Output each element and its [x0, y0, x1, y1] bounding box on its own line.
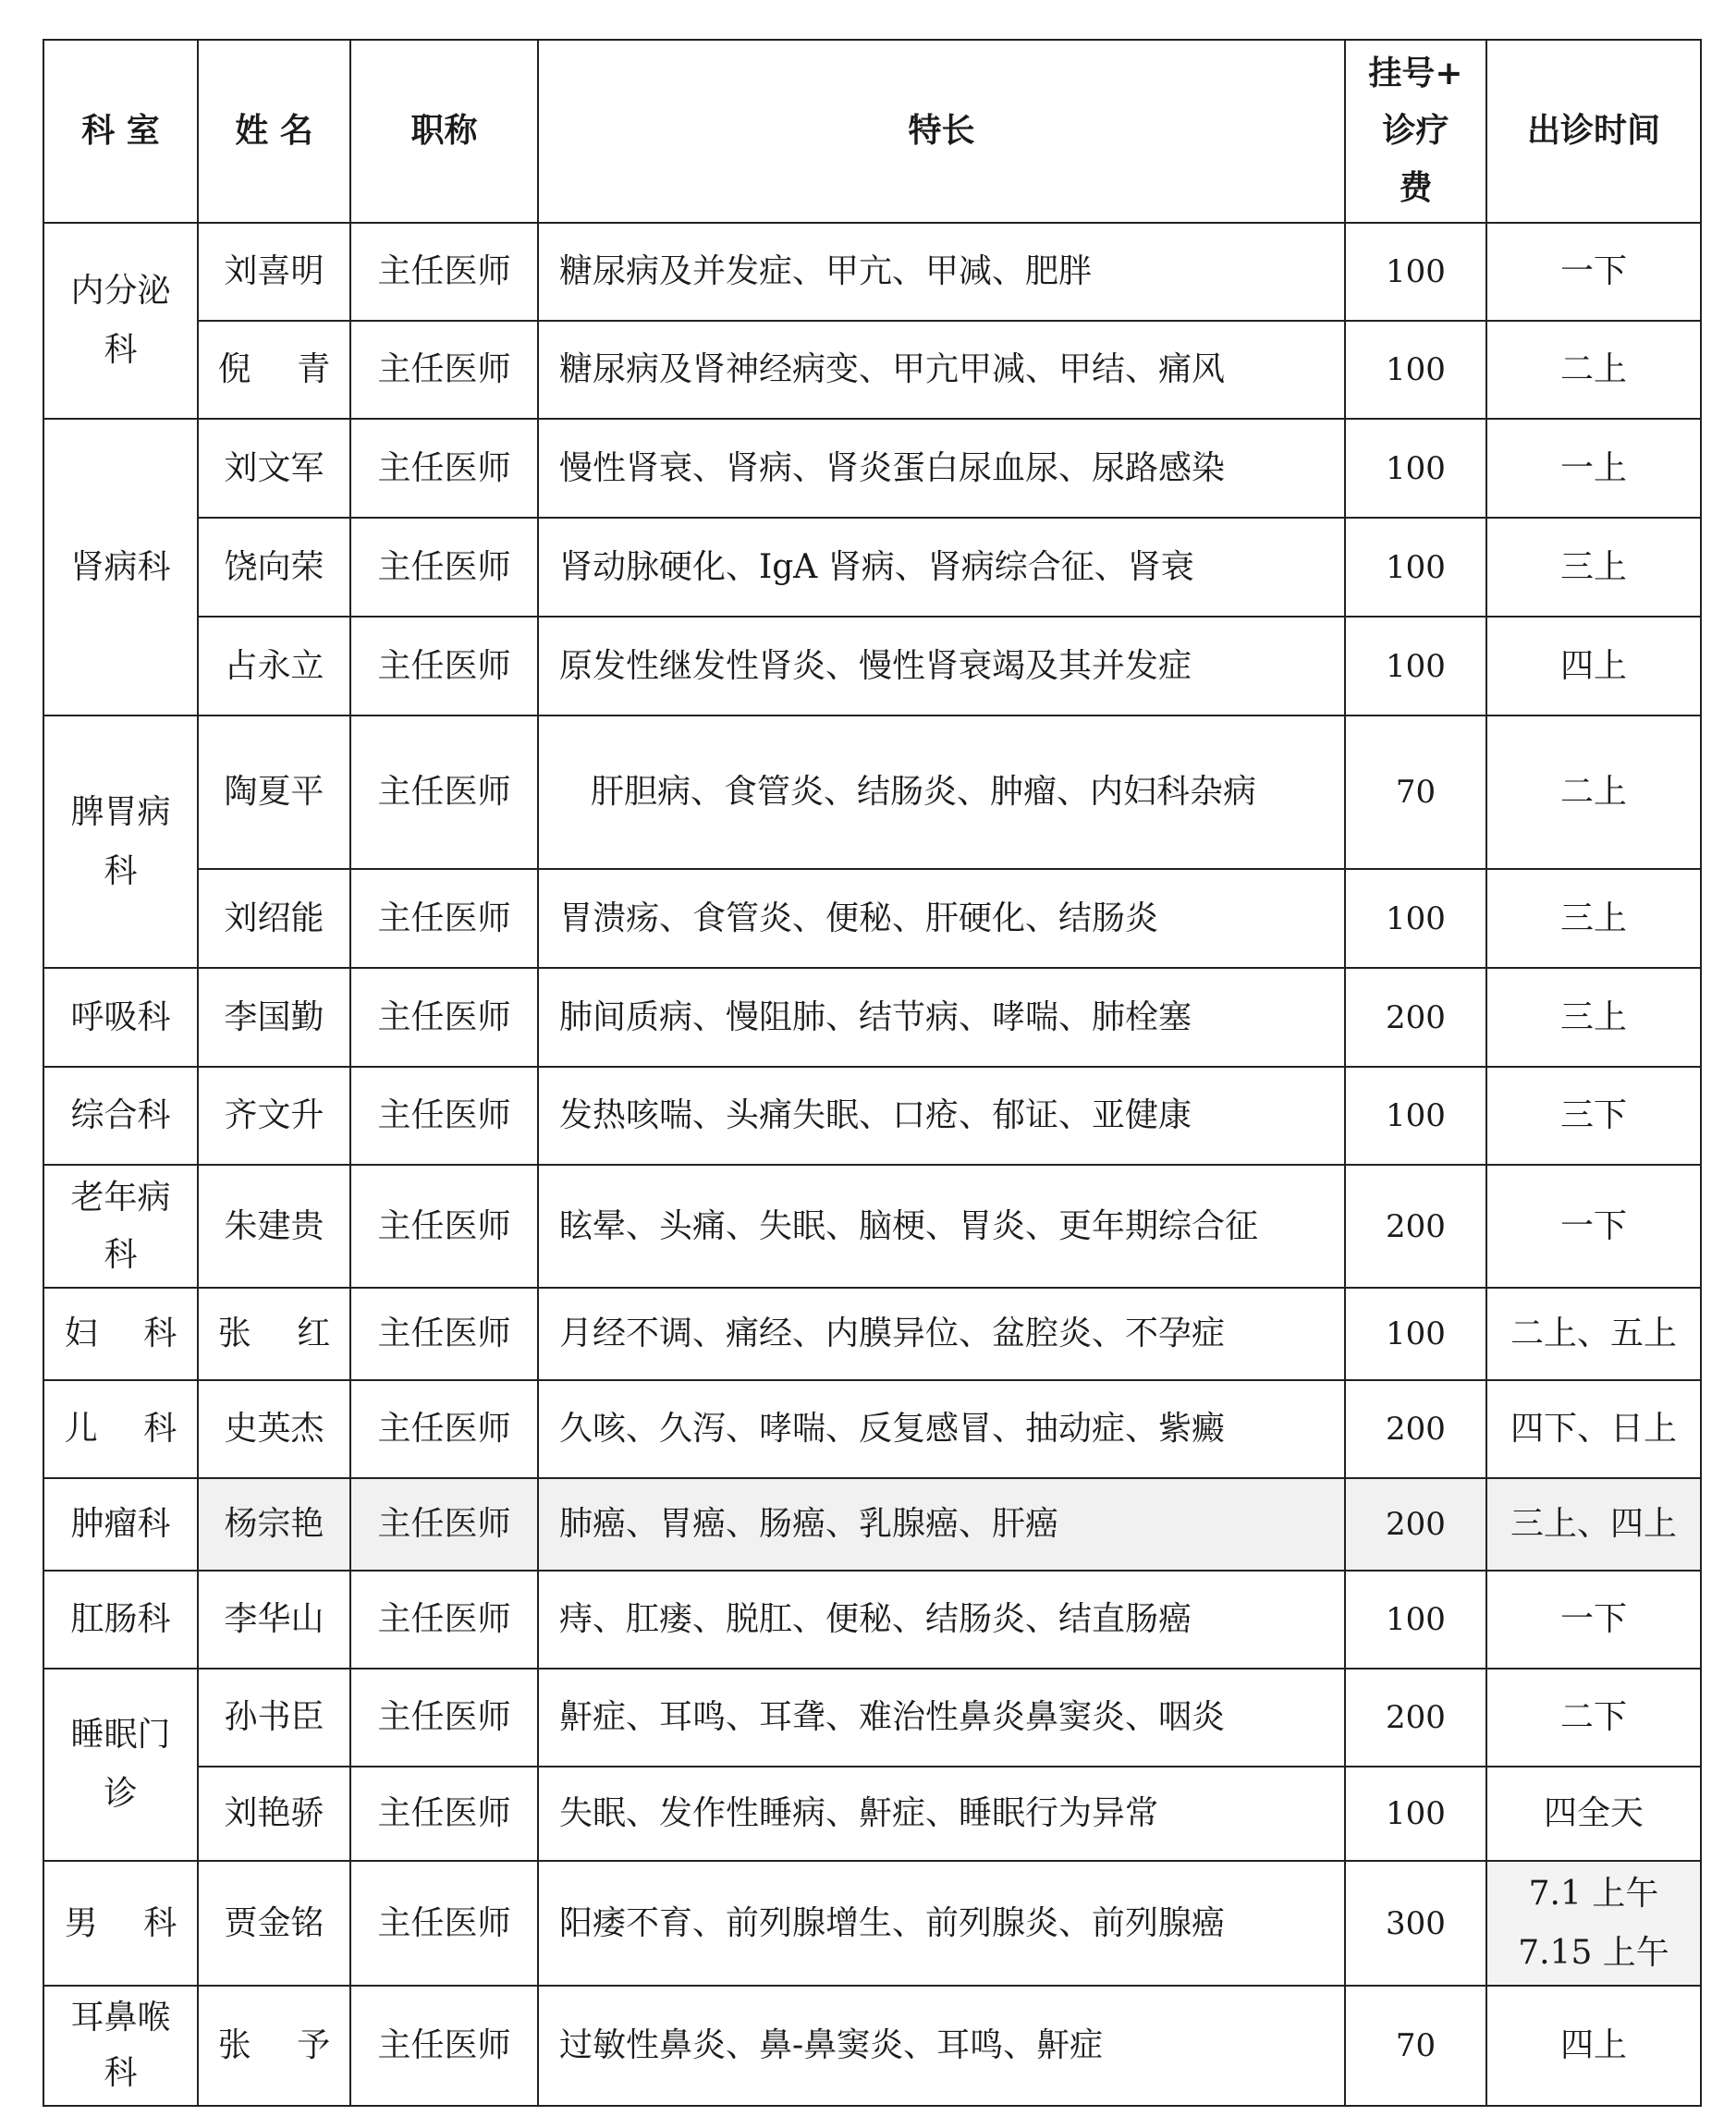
doctor-fee: 100 — [1345, 1067, 1486, 1165]
doctor-title: 主任医师 — [350, 1669, 538, 1767]
doctor-time: 三上 — [1486, 869, 1701, 968]
doctor-time: 三上 — [1486, 968, 1701, 1067]
dept-cell: 耳鼻喉 科 — [43, 1986, 198, 2106]
doctor-specialty: 过敏性鼻炎、鼻-鼻窦炎、耳鸣、鼾症 — [538, 1986, 1345, 2106]
header-fee: 挂号+ 诊疗 费 — [1345, 40, 1486, 223]
table-row — [43, 869, 1701, 968]
doctor-fee: 100 — [1345, 223, 1486, 321]
doctor-title: 主任医师 — [350, 1165, 538, 1288]
doctor-fee: 100 — [1345, 419, 1486, 518]
header-row — [43, 40, 1701, 223]
doctor-specialty: 慢性肾衰、肾病、肾炎蛋白尿血尿、尿路感染 — [538, 419, 1345, 518]
doctor-fee: 200 — [1345, 1669, 1486, 1767]
doctor-title: 主任医师 — [350, 869, 538, 968]
doctor-specialty: 原发性继发性肾炎、慢性肾衰竭及其并发症 — [538, 617, 1345, 716]
doctor-time: 一下 — [1486, 223, 1701, 321]
doctor-time: 四上 — [1486, 1986, 1701, 2106]
doctor-specialty: 糖尿病及并发症、甲亢、甲减、肥胖 — [538, 223, 1345, 321]
doctor-name: 齐文升 — [198, 1067, 350, 1165]
table-row — [43, 1067, 1701, 1165]
doctor-name: 孙书臣 — [198, 1669, 350, 1767]
doctor-title: 主任医师 — [350, 1767, 538, 1861]
dept-cell: 妇 科 — [43, 1288, 198, 1380]
doctor-time: 一下 — [1486, 1165, 1701, 1288]
table-row — [43, 1478, 1701, 1571]
doctor-specialty: 久咳、久泻、哮喘、反复感冒、抽动症、紫癜 — [538, 1380, 1345, 1478]
doctor-title: 主任医师 — [350, 321, 538, 419]
doctor-fee: 200 — [1345, 1478, 1486, 1571]
table-row — [43, 617, 1701, 716]
table-row — [43, 716, 1701, 869]
dept-cell: 肿瘤科 — [43, 1478, 198, 1571]
header-title: 职称 — [350, 40, 538, 223]
table-row — [43, 1380, 1701, 1478]
doctor-time: 7.1 上午 7.15 上午 — [1486, 1861, 1701, 1986]
doctor-title: 主任医师 — [350, 1986, 538, 2106]
doctor-name: 李华山 — [198, 1571, 350, 1669]
doctor-fee: 200 — [1345, 968, 1486, 1067]
doctor-title: 主任医师 — [350, 1861, 538, 1986]
dept-cell: 肛肠科 — [43, 1571, 198, 1669]
doctor-time: 二下 — [1486, 1669, 1701, 1767]
doctor-fee: 100 — [1345, 1767, 1486, 1861]
header-time: 出诊时间 — [1486, 40, 1701, 223]
doctor-title: 主任医师 — [350, 419, 538, 518]
doctor-time: 一下 — [1486, 1571, 1701, 1669]
doctor-fee: 200 — [1345, 1380, 1486, 1478]
doctor-specialty: 失眠、发作性睡病、鼾症、睡眠行为异常 — [538, 1767, 1345, 1861]
table-row — [43, 1288, 1701, 1380]
doctor-fee: 100 — [1345, 518, 1486, 617]
doctor-time: 三下 — [1486, 1067, 1701, 1165]
doctor-schedule-table — [43, 39, 1702, 2107]
doctor-name: 刘喜明 — [198, 223, 350, 321]
doctor-name: 占永立 — [198, 617, 350, 716]
doctor-fee: 100 — [1345, 321, 1486, 419]
doctor-name: 贾金铭 — [198, 1861, 350, 1986]
dept-cell: 男 科 — [43, 1861, 198, 1986]
doctor-fee: 70 — [1345, 1986, 1486, 2106]
doctor-name: 杨宗艳 — [198, 1478, 350, 1571]
table-row — [43, 1165, 1701, 1288]
doctor-title: 主任医师 — [350, 1288, 538, 1380]
doctor-specialty: 肝胆病、食管炎、结肠炎、肿瘤、内妇科杂病 — [538, 716, 1345, 869]
doctor-fee: 200 — [1345, 1165, 1486, 1288]
doctor-name: 朱建贵 — [198, 1165, 350, 1288]
doctor-time: 二上、五上 — [1486, 1288, 1701, 1380]
doctor-title: 主任医师 — [350, 518, 538, 617]
doctor-time: 四下、日上 — [1486, 1380, 1701, 1478]
table-row — [43, 1986, 1701, 2106]
doctor-time: 二上 — [1486, 321, 1701, 419]
doctor-title: 主任医师 — [350, 716, 538, 869]
doctor-specialty: 发热咳喘、头痛失眠、口疮、郁证、亚健康 — [538, 1067, 1345, 1165]
doctor-title: 主任医师 — [350, 968, 538, 1067]
doctor-time: 一上 — [1486, 419, 1701, 518]
doctor-specialty: 胃溃疡、食管炎、便秘、肝硬化、结肠炎 — [538, 869, 1345, 968]
table-row — [43, 968, 1701, 1067]
doctor-specialty: 痔、肛瘘、脱肛、便秘、结肠炎、结直肠癌 — [538, 1571, 1345, 1669]
doctor-specialty: 肾动脉硬化、IgA 肾病、肾病综合征、肾衰 — [538, 518, 1345, 617]
table-row — [43, 223, 1701, 321]
header-dept: 科 室 — [43, 40, 198, 223]
table-row — [43, 419, 1701, 518]
header-name: 姓 名 — [198, 40, 350, 223]
doctor-name: 李国勤 — [198, 968, 350, 1067]
doctor-name: 刘艳骄 — [198, 1767, 350, 1861]
dept-cell: 呼吸科 — [43, 968, 198, 1067]
doctor-specialty: 肺间质病、慢阻肺、结节病、哮喘、肺栓塞 — [538, 968, 1345, 1067]
dept-cell: 儿 科 — [43, 1380, 198, 1478]
doctor-title: 主任医师 — [350, 1571, 538, 1669]
doctor-name: 刘绍能 — [198, 869, 350, 968]
doctor-fee: 70 — [1345, 716, 1486, 869]
doctor-time: 三上、四上 — [1486, 1478, 1701, 1571]
doctor-name: 饶向荣 — [198, 518, 350, 617]
doctor-time: 四全天 — [1486, 1767, 1701, 1861]
doctor-name: 陶夏平 — [198, 716, 350, 869]
doctor-specialty: 眩晕、头痛、失眠、脑梗、胃炎、更年期综合征 — [538, 1165, 1345, 1288]
doctor-title: 主任医师 — [350, 1380, 538, 1478]
header-specialty: 特长 — [538, 40, 1345, 223]
dept-cell: 老年病 科 — [43, 1165, 198, 1288]
doctor-fee: 100 — [1345, 1288, 1486, 1380]
table-row — [43, 518, 1701, 617]
dept-cell: 综合科 — [43, 1067, 198, 1165]
doctor-specialty: 肺癌、胃癌、肠癌、乳腺癌、肝癌 — [538, 1478, 1345, 1571]
table-row — [43, 321, 1701, 419]
doctor-specialty: 鼾症、耳鸣、耳聋、难治性鼻炎鼻窦炎、咽炎 — [538, 1669, 1345, 1767]
doctor-time: 三上 — [1486, 518, 1701, 617]
doctor-time: 二上 — [1486, 716, 1701, 869]
doctor-name: 张 红 — [198, 1288, 350, 1380]
table-row — [43, 1669, 1701, 1767]
doctor-specialty: 月经不调、痛经、内膜异位、盆腔炎、不孕症 — [538, 1288, 1345, 1380]
doctor-time: 四上 — [1486, 617, 1701, 716]
doctor-title: 主任医师 — [350, 1067, 538, 1165]
table-row — [43, 1571, 1701, 1669]
doctor-title: 主任医师 — [350, 223, 538, 321]
dept-cell: 睡眠门 诊 — [43, 1669, 198, 1861]
doctor-title: 主任医师 — [350, 1478, 538, 1571]
doctor-name: 刘文军 — [198, 419, 350, 518]
doctor-fee: 100 — [1345, 617, 1486, 716]
table-row — [43, 1861, 1701, 1986]
doctor-fee: 100 — [1345, 869, 1486, 968]
doctor-fee: 300 — [1345, 1861, 1486, 1986]
doctor-fee: 100 — [1345, 1571, 1486, 1669]
doctor-specialty: 糖尿病及肾神经病变、甲亢甲减、甲结、痛风 — [538, 321, 1345, 419]
dept-cell: 内分泌 科 — [43, 223, 198, 419]
doctor-title: 主任医师 — [350, 617, 538, 716]
table-row — [43, 1767, 1701, 1861]
dept-cell: 脾胃病 科 — [43, 716, 198, 968]
doctor-name: 史英杰 — [198, 1380, 350, 1478]
doctor-name: 张 予 — [198, 1986, 350, 2106]
doctor-name: 倪 青 — [198, 321, 350, 419]
doctor-specialty: 阳痿不育、前列腺增生、前列腺炎、前列腺癌 — [538, 1861, 1345, 1986]
dept-cell: 肾病科 — [43, 419, 198, 716]
